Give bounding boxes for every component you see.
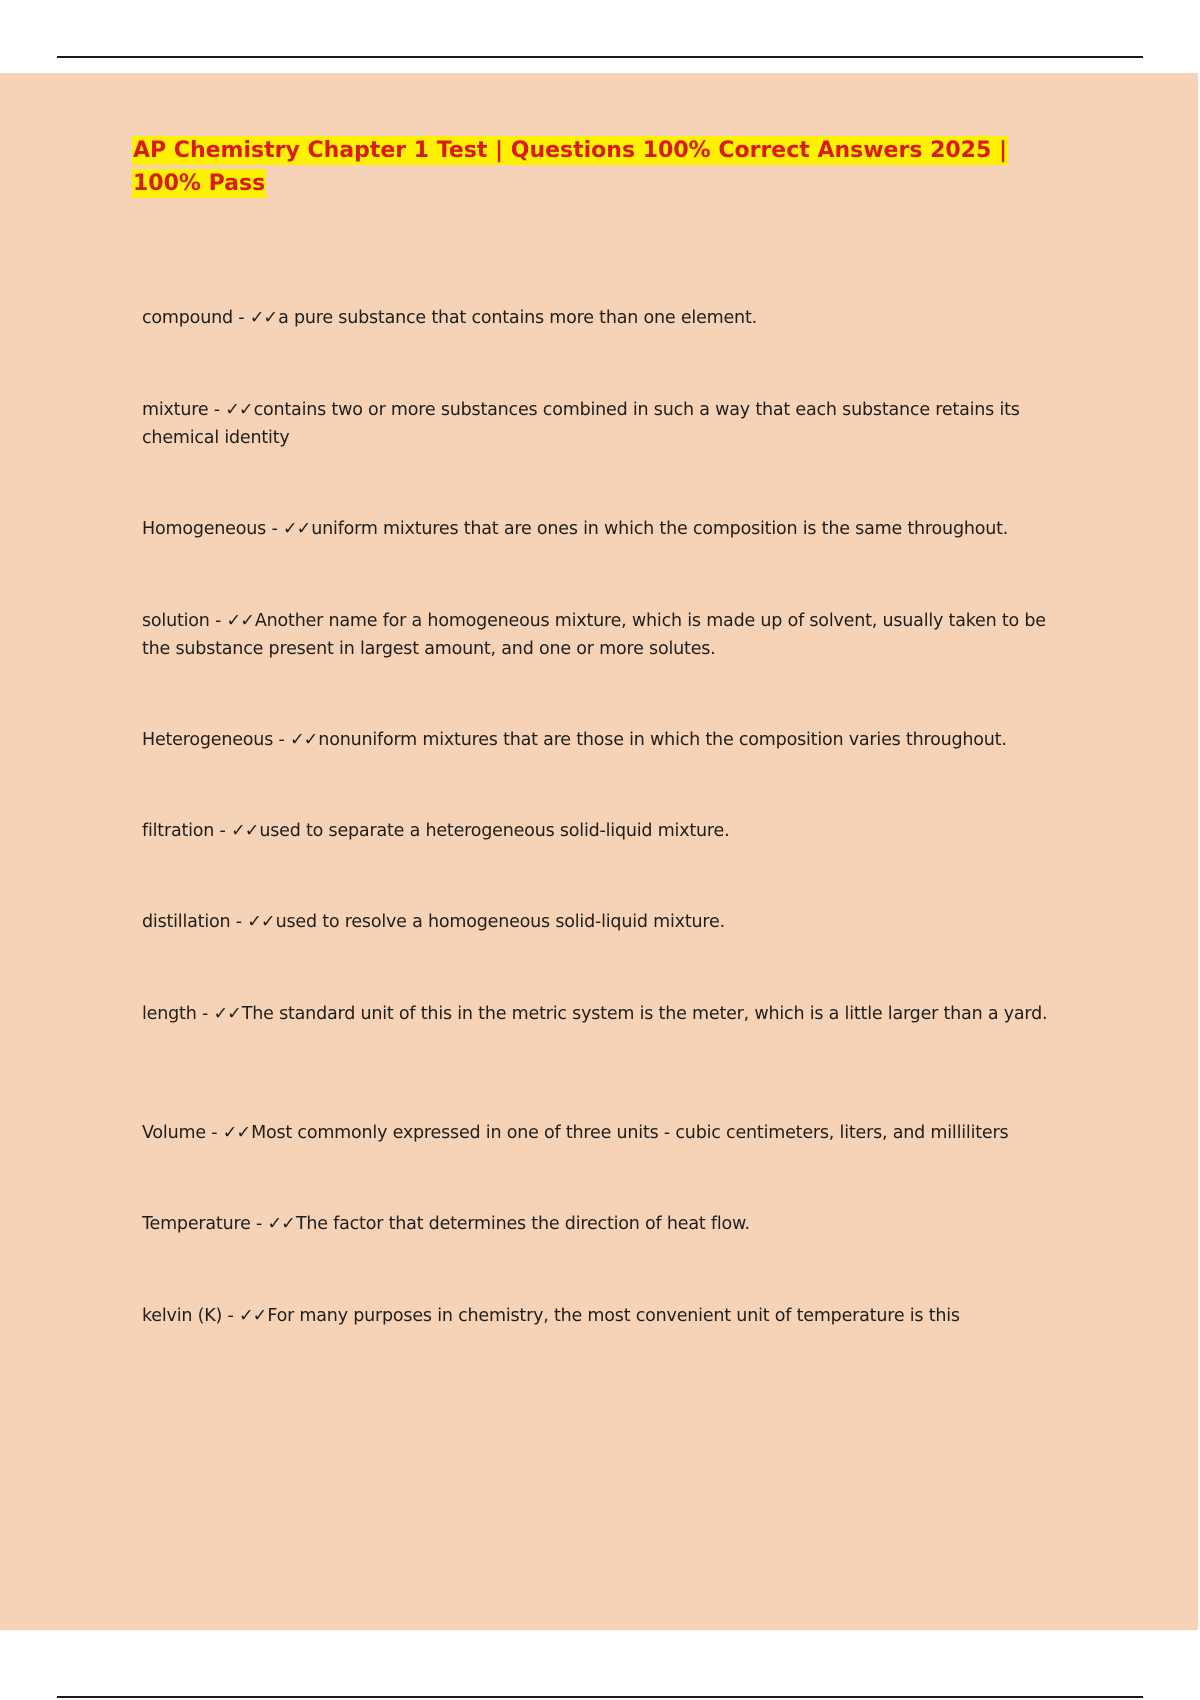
document-title: AP Chemistry Chapter 1 Test | Questions 100% Correct Answers 2025 | 100% Pass xyxy=(133,138,1007,196)
entry-term: length xyxy=(142,1004,197,1024)
entry-definition: The standard unit of this in the metric system is the meter, which is a little larger than a yard. xyxy=(241,1004,1048,1024)
entry-term: solution xyxy=(142,611,210,631)
double-check-icon: ✓✓ xyxy=(247,912,275,932)
flashcard-entry xyxy=(142,1000,1062,1028)
entry-definition: nonuniform mixtures that are those in which the composition varies throughout. xyxy=(318,730,1007,750)
entry-term: filtration xyxy=(142,821,215,841)
entry-definition: Another name for a homogeneous mixture, which is made up of solvent, usually taken to be the substance present in largest amount, and one or more solutes. xyxy=(142,611,1046,659)
entry-separator: - xyxy=(266,519,283,539)
flashcard-entry xyxy=(142,726,1062,754)
entry-definition: uniform mixtures that are ones in which the composition is the same throughout. xyxy=(311,519,1009,539)
entry-separator: - xyxy=(230,912,248,932)
flashcard-entry xyxy=(142,817,1062,845)
footer-rule xyxy=(57,1696,1143,1698)
double-check-icon: ✓✓ xyxy=(213,1004,241,1024)
flashcard-entry xyxy=(142,607,1062,663)
flashcard-entry xyxy=(142,1119,1062,1147)
flashcard-entry xyxy=(142,1302,1062,1330)
flashcard-entry xyxy=(142,908,1062,936)
double-check-icon: ✓✓ xyxy=(267,1214,295,1234)
double-check-icon: ✓✓ xyxy=(222,1123,251,1143)
entry-definition: used to resolve a homogeneous solid-liquid mixture. xyxy=(275,912,725,932)
entry-term: Volume xyxy=(142,1123,206,1143)
double-check-icon: ✓✓ xyxy=(249,308,278,328)
entry-definition: contains two or more substances combined in such a way that each substance retains its chemical identity xyxy=(142,400,1020,448)
entry-separator: - xyxy=(196,1004,214,1024)
double-check-icon: ✓✓ xyxy=(289,730,318,750)
double-check-icon: ✓✓ xyxy=(226,611,254,631)
header-rule xyxy=(57,56,1143,58)
entry-definition: a pure substance that contains more than one element. xyxy=(278,308,757,328)
entry-term: compound xyxy=(142,308,233,328)
entry-definition: Most commonly expressed in one of three units - cubic centimeters, liters, and milliliters xyxy=(251,1123,1009,1143)
double-check-icon: ✓✓ xyxy=(282,519,311,539)
flashcard-entry xyxy=(142,304,1062,332)
entry-separator: - xyxy=(222,1306,239,1326)
entry-separator: - xyxy=(250,1214,268,1234)
entry-term: kelvin (K) xyxy=(142,1306,223,1326)
entry-term: mixture xyxy=(142,400,209,420)
double-check-icon: ✓✓ xyxy=(225,400,253,420)
entry-definition: For many purposes in chemistry, the most convenient unit of temperature is this xyxy=(267,1306,960,1326)
entry-term: Temperature xyxy=(142,1214,251,1234)
entry-separator: - xyxy=(208,400,226,420)
double-check-icon: ✓✓ xyxy=(239,1306,267,1326)
entry-definition: used to separate a heterogeneous solid-liquid mixture. xyxy=(259,821,730,841)
entry-separator: - xyxy=(209,611,227,631)
entry-term: Homogeneous xyxy=(142,519,267,539)
entry-term: Heterogeneous xyxy=(142,730,274,750)
entry-separator: - xyxy=(232,308,250,328)
entry-definition: The factor that determines the direction of heat flow. xyxy=(295,1214,750,1234)
flashcard-entry xyxy=(142,515,1062,543)
entry-separator: - xyxy=(214,821,232,841)
double-check-icon: ✓✓ xyxy=(231,821,259,841)
entry-term: distillation xyxy=(142,912,231,932)
entry-separator: - xyxy=(205,1123,223,1143)
flashcard-entry xyxy=(142,396,1062,452)
entry-separator: - xyxy=(273,730,290,750)
flashcard-entry xyxy=(142,1210,1062,1238)
